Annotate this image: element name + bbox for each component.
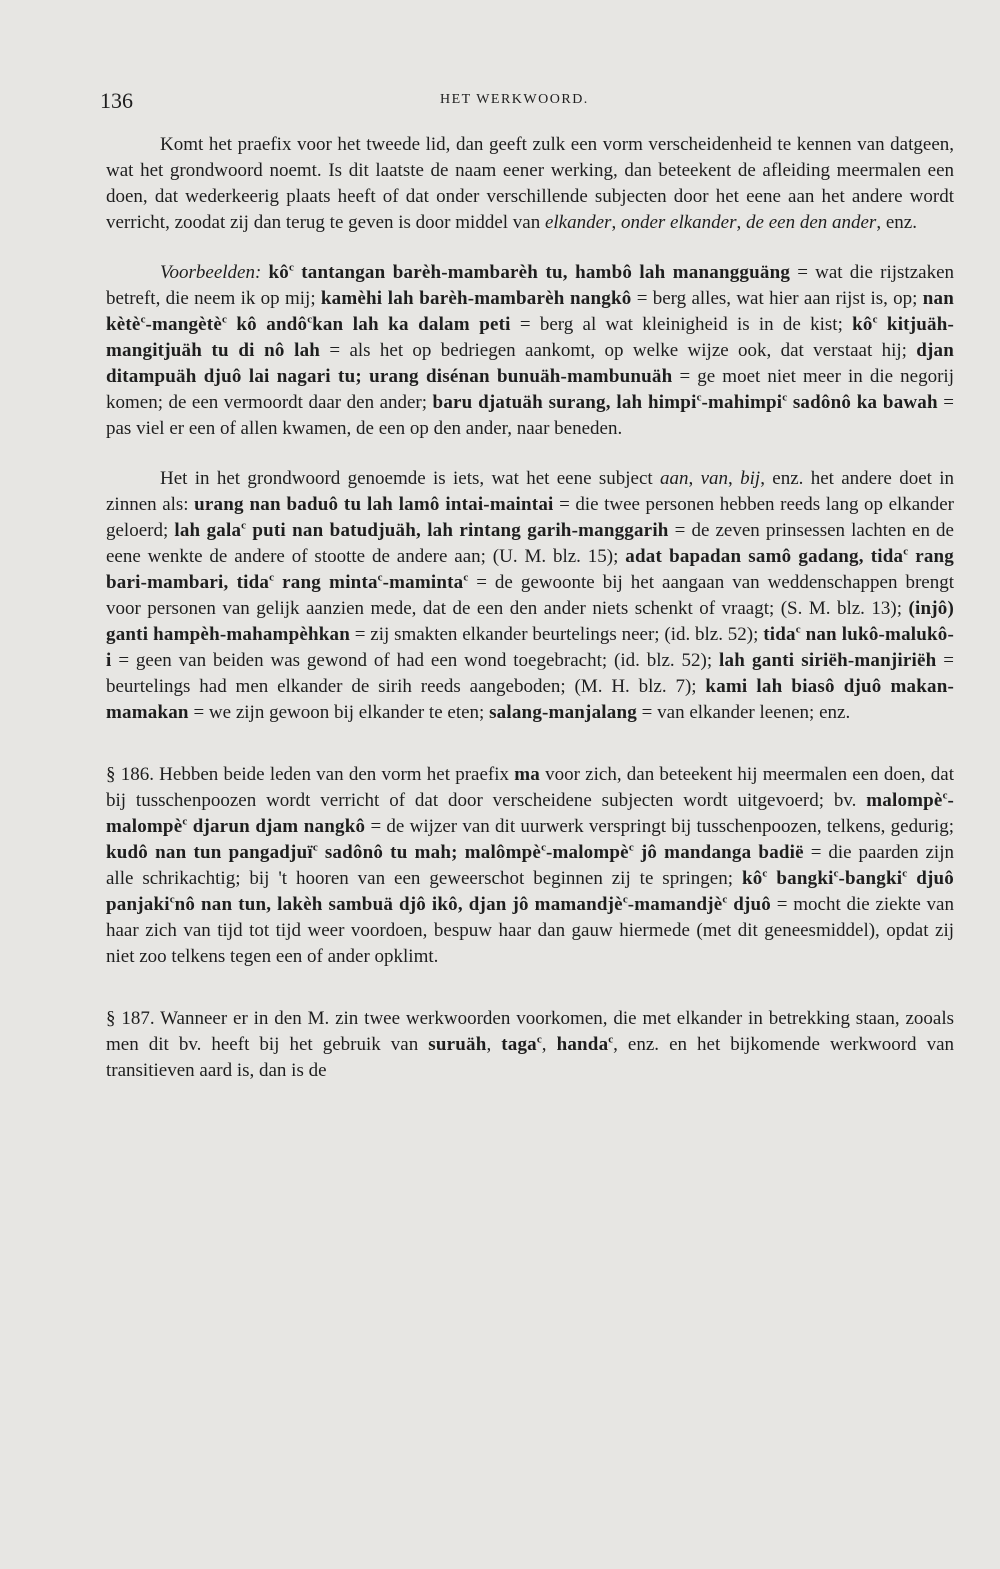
section-187 [106,1006,954,1084]
text-run: = als het op bedriegen aankomt, op welke wijze ook, dat verstaat hij; [320,340,917,361]
text-run: , [486,1034,502,1055]
malay-term: kô [741,868,763,889]
malay-term: lah ganti siriëh-manjiriëh [719,650,937,671]
text-run: = berg al wat kleinigheid is in de kist; [510,314,853,335]
running-title: HET WERKWOORD. [440,92,589,107]
malay-term: malompè [866,790,943,811]
text-run: = van elkander leenen; enz. [636,702,851,723]
text-run: = de zeven prinsessen lachten en de eene wenkte de andere of stootte de andere aan; (U. M. blz. 15); [106,520,954,567]
malay-term: kami lah biasô djuô makan-mamakan [106,676,955,723]
malay-term: kan lah ka dalam peti [312,314,511,335]
superscript-mark: c [872,313,878,326]
superscript-mark: c [622,893,628,906]
text-run: = zij smakten elkander beurtelings neer; (id. blz. 52); [349,624,764,645]
superscript-mark: c [608,1033,614,1046]
text-run: = de wijzer van dit uurwerk verspringt bij tusschenpoozen, telkens, gedurig; [365,816,955,837]
malay-term: tida [763,624,796,645]
text-run: Het in het grondwoord genoemde is iets, wat het eene subject [160,468,661,489]
malay-term: -malompè [545,842,629,863]
malay-term: tantangan barèh-mambarèh tu, hambô lah manangguäng [293,262,791,283]
malay-term: suruäh [428,1034,487,1055]
superscript-mark: c [722,893,728,906]
malay-term: nan kètè [106,288,954,335]
malay-term: rang minta [273,572,378,593]
superscript-mark: c [140,313,146,326]
text-run: , [611,212,621,233]
text-run: = de gewoonte bij het aangaan van weddenschappen brengt voor personen van gelijk aanzien mede, dat de een den ander niets schenkt of vraagt; (S. M. blz. 13); [106,572,954,619]
malay-term: ma [514,764,540,785]
malay-term: handa [556,1034,609,1055]
malay-term: djuô [727,894,772,915]
malay-term: djarun djam nangkô [187,816,366,837]
text-run: , [728,468,741,489]
text-run: = beurtelings had men elkander de sirih reeds aangeboden; (M. H. blz. 7); [106,650,955,697]
paragraph [106,260,954,442]
malay-term: (injô) ganti hampèh-mahampèhkan [106,598,954,645]
superscript-mark: c [833,867,839,880]
malay-term: kudô nan tun pangadjuï [106,842,313,863]
text-run: = die paarden zijn alle schrikachtig; bij 't hooren van een geweerschot beginnen zij te springen; [106,842,954,889]
superscript-mark: c [782,391,788,404]
malay-term: djan ditampuäh djuô lai nagari tu; urang disénan bunuäh-mambunuäh [106,340,955,387]
superscript-mark: c [221,313,227,326]
body-text [106,132,954,1084]
superscript-mark: c [169,893,175,906]
malay-term: salang-manjalang [489,702,637,723]
superscript-mark: c [182,815,188,828]
malay-term: lah gala [174,520,242,541]
text-run: = berg alles, wat hier aan rijst is, op; [631,288,923,309]
malay-term: taga [501,1034,537,1055]
malay-term: urang nan baduô tu lah lamô intai-maintai [194,494,554,515]
superscript-mark: c [312,841,318,854]
italic-term: aan [660,468,689,489]
text-run: , enz. en het bijkomende werkwoord van transitieven aard is, dan is de [106,1034,955,1081]
text-run: = die twee personen hebben reeds lang op elkander geloerd; [106,494,954,541]
text-run: , [541,1034,557,1055]
malay-term: jô mandanga badië [633,842,804,863]
superscript-mark: c [762,867,768,880]
text-run: = we zijn gewoon bij elkander te eten; [188,702,490,723]
superscript-mark: c [307,313,313,326]
text-run: = wat die rijstzaken betreft, die neem ik op mij; [106,262,954,309]
text-run: § 186. Hebben beide leden van den vorm het praefix [106,764,515,785]
superscript-mark: c [628,841,634,854]
malay-term: kô [268,262,289,283]
malay-term: -bangki [838,868,903,889]
malay-term: kô [852,314,873,335]
superscript-mark: c [269,571,274,584]
italic-term: van [700,468,729,489]
text-run: voor zich, dan beteekent hij meermalen een doen, dat bij tusschenpoozen wordt verricht of dat door verscheidene subjecten wordt uitgevoerd; bv. [106,764,954,811]
superscript-mark: c [541,841,546,854]
malay-term: -mangètè [145,314,222,335]
superscript-mark: c [377,571,383,584]
text-run: Komt het praefix voor het tweede lid, dan geeft zulk een vorm verscheidenheid te kennen van datgeen, wat het grondwoord noemt. Is dit laatste de naam eener werking, dan beteekent de afleiding meermalen een doen, dat wederkeerig plaats heeft of dat onder verschillende subjecten door het eene aan het andere wordt verricht, zoodat zij dan terug te geven is door middel van [106,134,954,233]
italic-term: de een den ander [746,212,877,233]
italic-term: onder elkander [620,212,737,233]
malay-term: nan lukô-malukô-i [106,624,955,671]
superscript-mark: c [463,571,469,584]
superscript-mark: c [696,391,702,404]
italic-term: elkander [544,212,612,233]
malay-term: kô andô [226,314,308,335]
text-run: = mocht die ziekte van haar zich van tijd tot tijd weer voordoen, bespuw haar dan gauw hiermede (met dit geneesmiddel), opdat zij niet zoo telkens tegen een of ander opklimt. [106,894,954,967]
malay-term: adat bapadan samô gadang, tida [625,546,904,567]
malay-term: -malompè [106,790,954,837]
page-number: 136 [100,88,133,113]
superscript-mark: c [942,789,948,802]
text-run [261,262,268,283]
paragraph [106,132,954,236]
text-run: , enz. het andere doet in zinnen als: [106,468,955,515]
malay-term: kitjuäh-mangitjuäh tu di nô lah [106,314,954,361]
malay-term: nô nan tun, lakèh sambuä djô ikô, djan jô mamandjè [174,894,623,915]
malay-term: baru djatuäh surang, lah himpi [432,392,697,413]
text-run: , [688,468,701,489]
superscript-mark: c [903,545,909,558]
malay-term: rang bari-mambari, tida [106,546,954,593]
malay-term: bangki [767,868,834,889]
superscript-mark: c [902,867,908,880]
malay-term: puti nan batudjuäh, lah rintang garih-manggarih [246,520,669,541]
malay-term: -maminta [382,572,464,593]
text-run: , [736,212,747,233]
superscript-mark: c [241,519,247,532]
text-run: = geen van beiden was gewond of had een wond toegebracht; (id. blz. 52); [111,650,720,671]
malay-term: -mamandjè [627,894,723,915]
italic-term: Voorbeelden: [160,262,262,283]
section-186 [106,762,954,970]
paragraph [106,466,954,726]
superscript-mark: c [795,623,801,636]
italic-term: bij [740,468,761,489]
superscript-mark: c [288,261,294,274]
malay-term: sadônô ka bawah [787,392,938,413]
malay-term: djuô panjaki [106,868,954,915]
text-run: , enz. [876,212,917,233]
superscript-mark: c [536,1033,542,1046]
malay-term: sadônô tu mah; malômpè [317,842,542,863]
malay-term: -mahimpi [701,392,783,413]
text-run: § 187. Wanneer er in den M. zin twee werkwoorden voorkomen, die met elkander in betrekking staan, zooals men dit bv. heeft bij het gebruik van [106,1008,954,1055]
malay-term: kamèhi lah barèh-mambarèh nangkô [320,288,632,309]
text-run: = pas viel er een of allen kwamen, de een op den ander, naar beneden. [106,392,954,439]
text-run: = ge moet niet meer in die negorij komen; de een vermoordt daar den ander; [106,366,954,413]
